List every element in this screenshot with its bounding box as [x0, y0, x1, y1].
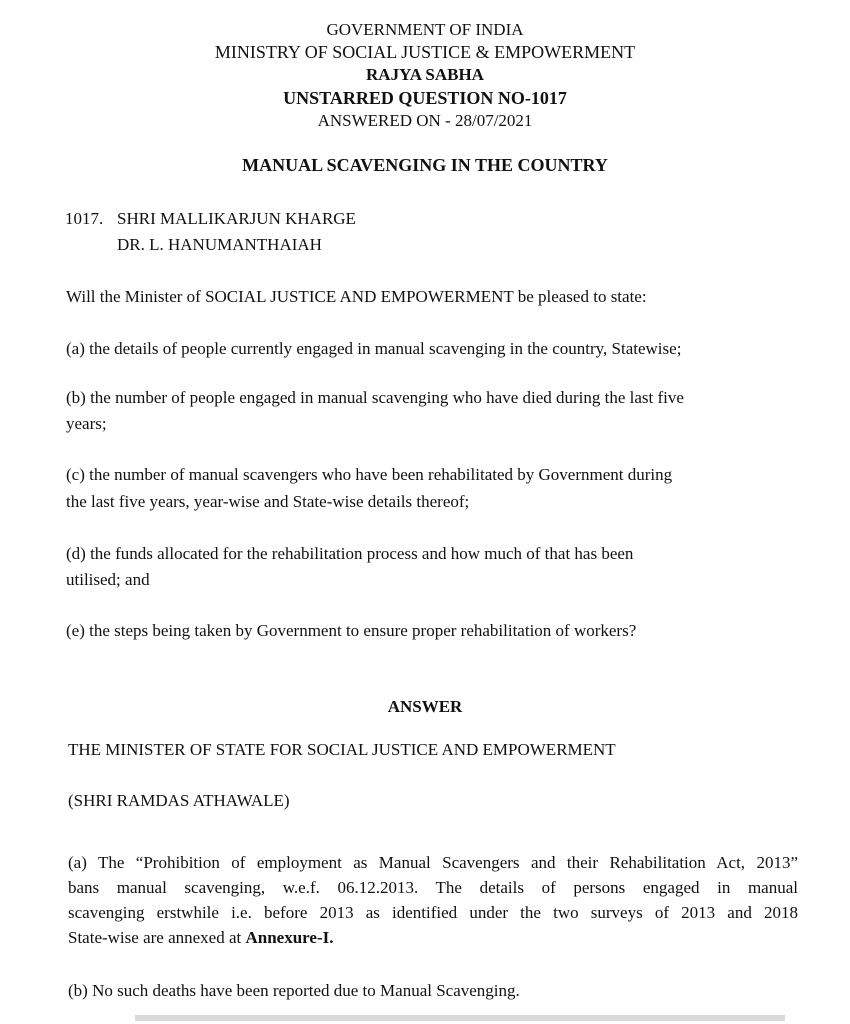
question-part-b-continued: years; [66, 414, 107, 433]
question-part-e: (e) the steps being taken by Government to ensure proper rehabilitation of workers? [66, 621, 637, 640]
cut-off-text-line [95, 1013, 815, 1024]
answer-part-b: (b) No such deaths have been reported due to Manual Scavenging. [68, 981, 520, 1000]
question-part-b: (b) the number of people engaged in manual scavenging who have died during the last five [66, 388, 684, 407]
answer-part-a-line: bans manual scavenging, w.e.f. 06.12.2013. The details of persons engaged in manual [68, 878, 798, 897]
document-title: MANUAL SCAVENGING IN THE COUNTRY [242, 155, 608, 175]
question-intro: Will the Minister of SOCIAL JUSTICE AND EMPOWERMENT be pleased to state: [66, 287, 647, 306]
question-part-d: (d) the funds allocated for the rehabilitation process and how much of that has been [66, 544, 634, 563]
answered-on-date: ANSWERED ON - 28/07/2021 [317, 111, 533, 130]
annexure-reference: Annexure-I. [245, 928, 334, 947]
minister-title: THE MINISTER OF STATE FOR SOCIAL JUSTICE AND EMPOWERMENT [68, 740, 616, 759]
question-type-heading: UNSTARRED QUESTION NO-1017 [283, 88, 567, 108]
government-heading: GOVERNMENT OF INDIA [326, 20, 524, 39]
minister-name: (SHRI RAMDAS ATHAWALE) [68, 791, 290, 810]
answer-part-a-line: (a) The “Prohibition of employment as Manual Scavengers and their Rehabilitation Act, 2013” [68, 853, 798, 872]
answer-part-a-last-text: State-wise are annexed at [68, 928, 246, 947]
question-part-d-continued: utilised; and [66, 570, 150, 589]
question-part-a: (a) the details of people currently engaged in manual scavenging in the country, Statewise; [66, 339, 682, 358]
house-heading: RAJYA SABHA [366, 65, 484, 84]
answer-part-a [68, 850, 798, 950]
question-part-c-continued: the last five years, year-wise and State-wise details thereof; [66, 492, 470, 511]
answer-heading: ANSWER [387, 697, 463, 716]
member-name: DR. L. HANUMANTHAIAH [117, 235, 322, 254]
question-number: 1017. [65, 209, 104, 228]
answer-part-a-last-line [68, 925, 798, 950]
ministry-heading: MINISTRY OF SOCIAL JUSTICE & EMPOWERMENT [214, 42, 636, 62]
member-name: SHRI MALLIKARJUN KHARGE [117, 209, 356, 228]
question-part-c: (c) the number of manual scavengers who have been rehabilitated by Government during [66, 465, 673, 484]
answer-part-a-line: scavenging erstwhile i.e. before 2013 as identified under the two surveys of 2013 and 2018 [68, 903, 798, 922]
